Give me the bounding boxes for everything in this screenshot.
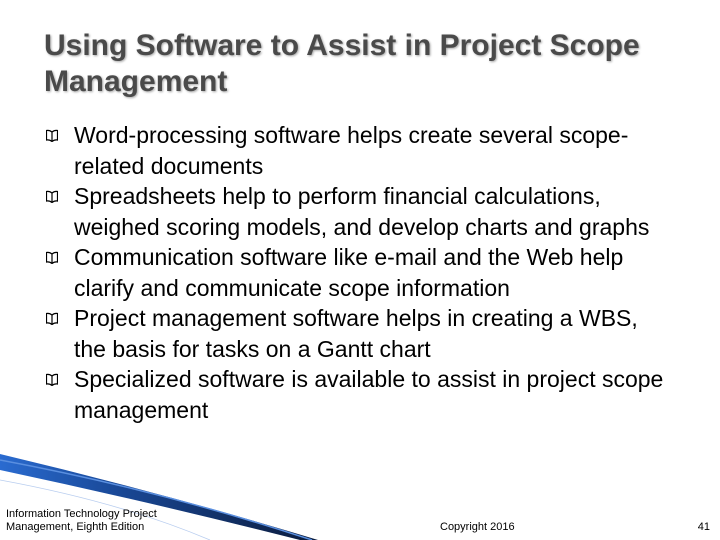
open-book-icon	[46, 190, 58, 203]
bullet-text: Communication software like e-mail and the Web help clarify and communicate scope information	[74, 244, 624, 301]
bullet-list	[46, 120, 676, 425]
bullet-text: Spreadsheets help to perform financial calculations, weighed scoring models, and develop charts and graphs	[74, 183, 650, 240]
bullet-item	[46, 120, 676, 181]
open-book-icon	[46, 129, 58, 142]
footer-copyright: Copyright 2016	[440, 521, 515, 533]
bullet-text: Word-processing software helps create several scope-related documents	[74, 122, 629, 179]
bullet-item	[46, 181, 676, 242]
slide-title: Using Software to Assist in Project Scope Management	[44, 29, 640, 98]
footer-book-title: Information Technology Project Management, Eighth Edition	[6, 508, 157, 533]
bullet-item	[46, 242, 676, 303]
bullet-item	[46, 364, 676, 425]
bullet-item	[46, 303, 676, 364]
open-book-icon	[46, 373, 58, 386]
bullet-text: Project management software helps in creating a WBS, the basis for tasks on a Gantt chart	[74, 305, 638, 362]
open-book-icon	[46, 251, 58, 264]
open-book-icon	[46, 312, 58, 325]
bullet-text: Specialized software is available to assist in project scope management	[74, 366, 664, 423]
page-number: 41	[697, 521, 710, 533]
